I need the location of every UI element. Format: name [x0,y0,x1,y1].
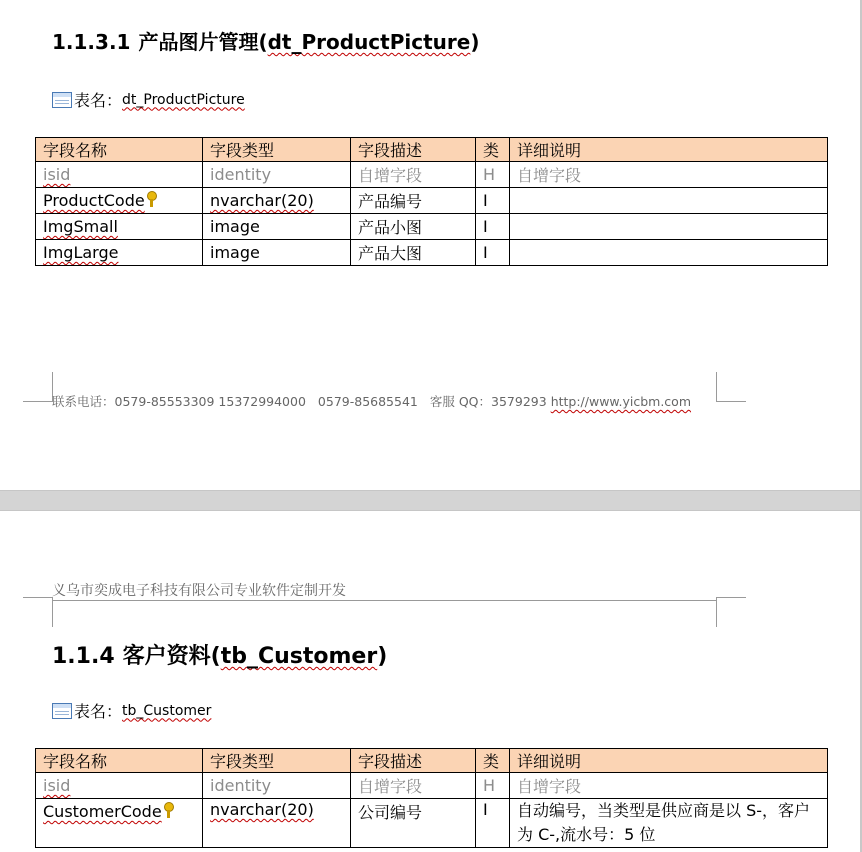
page-footer [52,392,691,410]
field-type-cell: identity [203,773,351,799]
table-row [36,240,828,266]
field-name-cell: CustomerCode [36,799,203,848]
column-header: 字段类型 [203,138,351,162]
field-type-cell: identity [203,162,351,188]
table-row [36,773,828,799]
column-header: 字段类型 [203,749,351,773]
field-detail-cell: 自增字段 [510,162,828,188]
page-header-text: 义乌市奕成电子科技有限公司专业软件定制开发 [52,583,346,599]
field-type-cell: image [203,240,351,266]
heading-number: 1.1.3.1 [52,30,131,54]
crop-mark [716,597,746,627]
field-kind-cell: I [476,240,510,266]
field-desc-cell: 产品大图 [351,240,476,266]
column-header: 详细说明 [510,138,828,162]
field-type-cell: nvarchar(20) [203,799,351,848]
field-kind-cell: I [476,188,510,214]
crop-mark [716,372,746,402]
table-row [36,162,828,188]
field-type-cell: nvarchar(20) [203,188,351,214]
table-name-line [52,88,245,111]
table-row [36,188,828,214]
field-name-cell: isid [36,773,203,799]
page-separator [0,490,862,511]
table-icon [52,703,72,719]
field-type-cell: image [203,214,351,240]
table-name-label: 表名： [74,702,123,721]
section-heading: 1.1.3.1 产品图片管理(dt_ProductPicture) [52,30,480,54]
field-desc-cell: 产品编号 [351,188,476,214]
table-name-value: tb_Customer [122,702,212,719]
table-row [36,214,828,240]
primary-key-icon [163,802,173,818]
column-header: 字段名称 [36,749,203,773]
field-detail-cell: 自增字段 [510,773,828,799]
table-row [36,799,828,848]
field-desc-cell: 自增字段 [351,162,476,188]
field-name-cell: isid [36,162,203,188]
field-name-cell: ProductCode [36,188,203,214]
heading-number: 1.1.4 [52,644,115,669]
table-header-row [36,749,828,773]
field-table [35,748,828,848]
footer-qq-label: 客服 QQ： [429,394,492,409]
column-header: 类 [476,138,510,162]
field-desc-cell: 自增字段 [351,773,476,799]
field-desc-cell: 公司编号 [351,799,476,848]
heading-code: tb_Customer [220,644,378,669]
footer-phone-label: 联系电话： [52,394,115,409]
field-kind-cell: I [476,214,510,240]
heading-code: dt_ProductPicture [267,30,471,54]
footer-phone2: 0579-85685541 [317,394,418,409]
field-detail-cell [510,240,828,266]
field-table [35,137,828,266]
footer-qq: 3579293 [491,394,547,409]
document-page-2 [0,511,862,852]
crop-mark [23,372,53,402]
primary-key-icon [146,191,156,207]
table-name-value: dt_ProductPicture [122,91,245,108]
section-heading: 1.1.4 客户资料(tb_Customer) [52,644,388,669]
crop-mark [23,597,53,627]
heading-text: 客户资料( [122,644,221,669]
footer-url-link[interactable]: http://www.yicbm.com [550,394,692,409]
column-header: 详细说明 [510,749,828,773]
field-detail-cell: 自动编号，当类型是供应商是以 S-，客户为 C-,流水号：5 位 [510,799,828,848]
heading-text: 产品图片管理( [138,30,268,54]
column-header: 字段描述 [351,138,476,162]
table-icon [52,92,72,108]
column-header: 类 [476,749,510,773]
column-header: 字段描述 [351,749,476,773]
field-detail-cell [510,188,828,214]
column-header: 字段名称 [36,138,203,162]
field-kind-cell: I [476,799,510,848]
table-header-row [36,138,828,162]
field-name-cell: ImgLarge [36,240,203,266]
table-name-label: 表名： [74,91,123,110]
table-name-line [52,699,211,722]
field-desc-cell: 产品小图 [351,214,476,240]
footer-phones: 0579-85553309 15372994000 [114,394,306,409]
field-detail-cell [510,214,828,240]
field-kind-cell: H [476,773,510,799]
header-rule [52,600,716,601]
field-name-cell: ImgSmall [36,214,203,240]
field-kind-cell: H [476,162,510,188]
